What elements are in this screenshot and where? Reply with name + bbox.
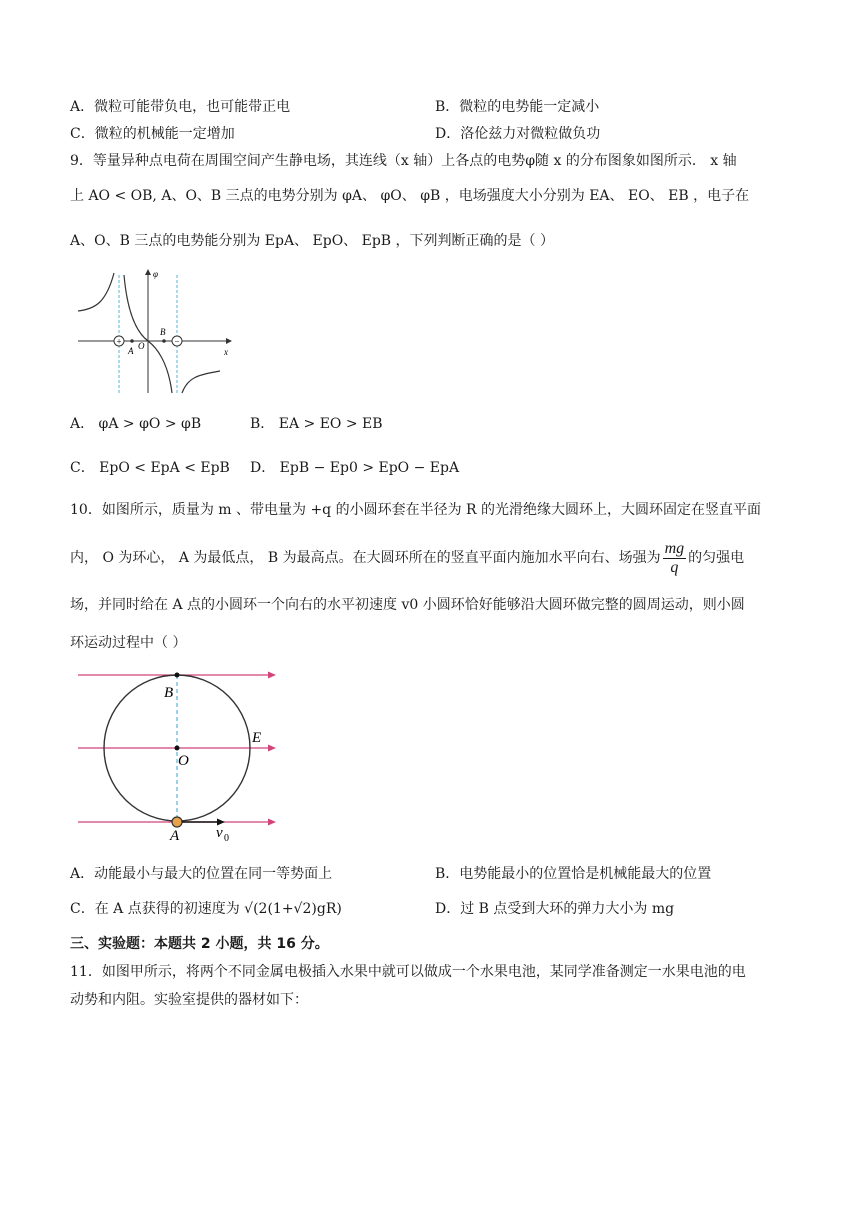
q11-stem-line2: 动势和内阻。实验室提供的器材如下： <box>70 992 308 1008</box>
velocity-subscript: 0 <box>224 833 229 844</box>
q11-stem-line1: 11．如图甲所示，将两个不同金属电极插入水果中就可以做成一个水果电池，某同学准备测定一水果电池的电 <box>70 964 746 980</box>
q10-stem-line2a: 内， O 为环心， A 为最低点， B 为最高点。在大圆环所在的竖直平面内施加水平向右、场强为 <box>70 550 661 566</box>
point-b-label: B <box>160 327 166 337</box>
q10-stem-line3: 场，并同时给在 A 点的小圆环一个向右的水平初速度 v0 小圆环恰好能够沿大圆环做完整的圆周运动，则小圆 <box>70 597 745 613</box>
point-a-label: A <box>128 346 134 356</box>
field-strength-fraction <box>663 540 687 577</box>
point-o-label: O <box>138 341 145 351</box>
q9-option-a: A． φA > φO > φB <box>70 416 202 432</box>
q10-option-d: D．过 B 点受到大环的弹力大小为 mg <box>435 901 675 917</box>
fraction-numerator: mg <box>664 539 685 557</box>
q9-stem-line2: 上 AO < OB, A、O、B 三点的电势分别为 φA、 φO、 φB ，电场强度大小分别为 EA、 EO、 EB ，电子在 <box>70 188 750 204</box>
q10-stem-line2b: 的匀强电 <box>688 550 745 566</box>
q8-option-c: C．微粒的机械能一定增加 <box>70 126 235 142</box>
q9-potential-figure <box>70 265 240 395</box>
q10-option-b: B．电势能最小的位置恰是机械能最大的位置 <box>435 866 712 882</box>
q8-option-d: D．洛伦兹力对微粒做负功 <box>435 126 601 142</box>
q9-option-c: C． EpO < EpA < EpB <box>70 460 230 476</box>
q10-stem-line4: 环运动过程中（ ） <box>70 635 187 651</box>
positive-charge-icon: + <box>116 336 122 347</box>
q10-option-c: C．在 A 点获得的初速度为 √(2(1+√2)gR) <box>70 901 342 917</box>
phi-axis-label: φ <box>153 269 158 279</box>
x-axis-label: x <box>224 347 228 357</box>
ring-center-o-label: O <box>178 753 189 769</box>
ring-point-b-label: B <box>164 685 174 701</box>
q9-option-b: B． EA > EO > EB <box>250 416 383 432</box>
negative-charge-icon: − <box>174 336 180 347</box>
q9-stem-line3: A、O、B 三点的电势能分别为 EpA、 EpO、 EpB ，下列判断正确的是（ ） <box>70 233 554 249</box>
q9-stem-line1: 9．等量异种点电荷在周围空间产生静电场，其连线（x 轴）上各点的电势φ随 x 的分布图象如图所示． x 轴 <box>70 153 737 169</box>
q10-option-a: A．动能最小与最大的位置在同一等势面上 <box>70 866 333 882</box>
q8-option-b: B．微粒的电势能一定减小 <box>435 99 600 115</box>
field-e-label: E <box>252 730 262 746</box>
q10-stem-line1: 10．如图所示，质量为 m 、带电量为 +q 的小圆环套在半径为 R 的光滑绝缘大圆环上，大圆环固定在竖直平面 <box>70 502 762 518</box>
section3-heading: 三、实验题：本题共 2 小题，共 16 分。 <box>70 936 329 952</box>
q8-option-a: A．微粒可能带负电，也可能带正电 <box>70 99 291 115</box>
velocity-label: v <box>216 825 223 841</box>
q9-option-d: D． EpB − Ep0 > EpO − EpA <box>250 460 460 476</box>
fraction-denominator: q <box>670 558 679 576</box>
ring-point-a-label: A <box>170 828 180 844</box>
q10-ring-figure <box>70 662 290 852</box>
q10-stem-line2 <box>70 538 744 578</box>
